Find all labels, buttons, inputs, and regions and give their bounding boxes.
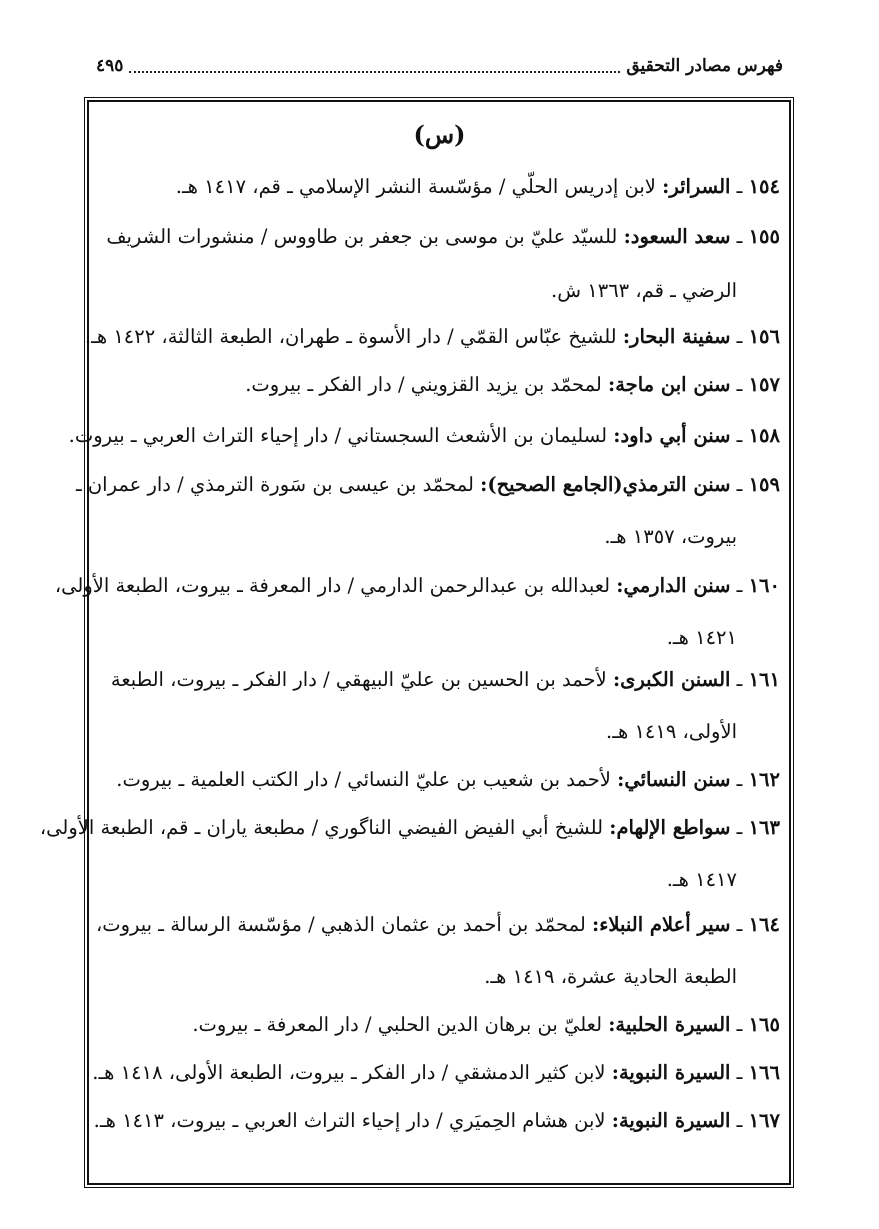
entry-number: ١٦٧ [748, 1109, 780, 1132]
bibliography-entry-163 [39, 813, 780, 895]
entry-details: لعبدالله بن عبدالرحمن الدارمي / دار المعرفة ـ بيروت، الطبعة الأولى، [54, 574, 611, 597]
bibliography-entry-164 [95, 910, 780, 992]
entry-line: ١٦٦ ـ السيرة النبوية: لابن كثير الدمشقي / دار الفكر ـ بيروت، الطبعة الأولى، ١٤١٨ هـ. [92, 1061, 780, 1084]
bibliography-entry-155 [98, 222, 780, 306]
header-dot-leader [129, 59, 620, 73]
entry-details: لمحمّد بن يزيد القزويني / دار الفكر ـ بيروت. [245, 373, 602, 396]
book-title: السرائر: [662, 175, 731, 198]
bibliography-entry-161 [98, 665, 780, 747]
entry-continuation-line: بيروت، ١٣٥٧ هـ. [604, 525, 737, 548]
entry-line: ١٦٣ ـ سواطع الإلهام: للشيخ أبي الفيض الفيضي الناگوري / مطبعة ياران ـ قم، الطبعة الأولى، [39, 816, 780, 839]
entry-line: ١٥٥ ـ سعد السعود: للسيّد عليّ بن موسى بن جعفر بن طاووس / منشورات الشريف [106, 225, 780, 248]
entry-line: ١٥٧ ـ سنن ابن ماجة: لمحمّد بن يزيد القزويني / دار الفكر ـ بيروت. [245, 373, 780, 396]
entry-continuation-line: الأولى، ١٤١٩ هـ. [606, 720, 737, 743]
bibliography-entry-167 [93, 1106, 780, 1136]
entry-details: للسيّد عليّ بن موسى بن جعفر بن طاووس / منشورات الشريف [106, 225, 618, 248]
book-title: سنن ابن ماجة: [608, 373, 731, 396]
entry-line: ١٥٦ ـ سفينة البحار: للشيخ عبّاس القمّي / دار الأسوة ـ طهران، الطبعة الثالثة، ١٤٢٢ هـ. [84, 325, 780, 348]
entry-continuation-line: ١٤٢١ هـ. [666, 626, 737, 649]
entry-line: ١٦٧ ـ السيرة النبوية: لابن هشام الحِميَري / دار إحياء التراث العربي ـ بيروت، ١٤١٣ هـ. [93, 1109, 780, 1132]
entry-number: ١٦٤ [748, 913, 780, 936]
entry-line: ١٦٤ ـ سير أعلام النبلاء: لمحمّد بن أحمد بن عثمان الذهبي / مؤسّسة الرسالة ـ بيروت، [95, 913, 780, 936]
entry-line: ١٥٨ ـ سنن أبي داود: لسليمان بن الأشعث السجستاني / دار إحياء التراث العربي ـ بيروت. [68, 424, 780, 447]
entry-line: ١٦١ ـ السنن الكبرى: لأحمد بن الحسين بن عليّ البيهقي / دار الفكر ـ بيروت، الطبعة [110, 668, 780, 691]
book-title: سنن الترمذي(الجامع الصحيح): [480, 473, 731, 496]
section-letter-heading: (س) [413, 120, 466, 149]
bibliography-entry-166 [92, 1058, 780, 1088]
entry-number: ١٥٥ [748, 225, 780, 248]
book-title: سنن الدارمي: [616, 574, 731, 597]
entry-details: للشيخ أبي الفيض الفيضي الناگوري / مطبعة ياران ـ قم، الطبعة الأولى، [39, 816, 604, 839]
entry-details: لابن هشام الحِميَري / دار إحياء التراث العربي ـ بيروت، ١٤١٣ هـ. [93, 1109, 606, 1132]
book-title: سعد السعود: [623, 225, 731, 248]
entry-number: ١٥٧ [748, 373, 780, 396]
entry-line: ١٦٥ ـ السيرة الحلبية: لعليّ بن برهان الدين الحلبي / دار المعرفة ـ بيروت. [192, 1013, 780, 1036]
header-title: فهرس مصادر التحقيق [626, 56, 783, 76]
bibliography-entry-154 [98, 172, 780, 202]
entry-details: للشيخ عبّاس القمّي / دار الأسوة ـ طهران، الطبعة الثالثة، ١٤٢٢ هـ. [84, 325, 617, 348]
entry-number: ١٥٩ [748, 473, 780, 496]
entry-number: ١٦١ [748, 668, 780, 691]
entry-details: لمحمّد بن أحمد بن عثمان الذهبي / مؤسّسة الرسالة ـ بيروت، [95, 913, 586, 936]
entry-details: لابن كثير الدمشقي / دار الفكر ـ بيروت، الطبعة الأولى، ١٤١٨ هـ. [92, 1061, 606, 1084]
book-title: سنن النسائي: [617, 768, 731, 791]
entry-number: ١٥٦ [748, 325, 780, 348]
book-title: سير أعلام النبلاء: [592, 913, 731, 936]
entry-details: لمحمّد بن عيسى بن سَورة الترمذي / دار عمران ـ [75, 473, 474, 496]
entry-continuation-line: الرضي ـ قم، ١٣٦٣ ش. [551, 279, 737, 302]
entry-number: ١٥٤ [748, 175, 780, 198]
entry-details: لعليّ بن برهان الدين الحلبي / دار المعرفة ـ بيروت. [192, 1013, 603, 1036]
bibliography-entry-158 [68, 421, 780, 451]
bibliography-entry-162 [98, 765, 780, 795]
entry-number: ١٦٢ [748, 768, 780, 791]
entry-line: ١٦٠ ـ سنن الدارمي: لعبدالله بن عبدالرحمن الدارمي / دار المعرفة ـ بيروت، الطبعة الأولى، [54, 574, 780, 597]
entry-line: ١٦٢ ـ سنن النسائي: لأحمد بن شعيب بن عليّ النسائي / دار الكتب العلمية ـ بيروت. [116, 768, 780, 791]
bibliography-entry-160 [54, 571, 780, 653]
book-title: السيرة النبوية: [611, 1109, 731, 1132]
bibliography-entry-156 [84, 322, 780, 352]
running-header [96, 54, 783, 78]
bibliography-entry-159 [75, 470, 780, 552]
entry-details: لابن إدريس الحلّي / مؤسّسة النشر الإسلامي ـ قم، ١٤١٧ هـ. [175, 175, 656, 198]
book-title: سنن أبي داود: [613, 424, 731, 447]
page-number: ٤٩٥ [96, 56, 124, 76]
entry-line: ١٥٩ ـ سنن الترمذي(الجامع الصحيح): لمحمّد بن عيسى بن سَورة الترمذي / دار عمران ـ [75, 473, 780, 496]
entry-continuation-line: الطبعة الحادية عشرة، ١٤١٩ هـ. [484, 965, 737, 988]
entry-number: ١٦٥ [748, 1013, 780, 1036]
bibliography-entry-165 [98, 1010, 780, 1040]
book-title: سفينة البحار: [622, 325, 731, 348]
book-title: السيرة النبوية: [611, 1061, 731, 1084]
entry-number: ١٦٣ [748, 816, 780, 839]
book-title: السنن الكبرى: [612, 668, 731, 691]
entry-line: ١٥٤ ـ السرائر: لابن إدريس الحلّي / مؤسّسة النشر الإسلامي ـ قم، ١٤١٧ هـ. [175, 175, 780, 198]
entry-number: ١٦٦ [748, 1061, 780, 1084]
entry-number: ١٥٨ [748, 424, 780, 447]
entry-details: لأحمد بن شعيب بن عليّ النسائي / دار الكتب العلمية ـ بيروت. [116, 768, 611, 791]
entry-details: لأحمد بن الحسين بن عليّ البيهقي / دار الفكر ـ بيروت، الطبعة [110, 668, 607, 691]
book-title: السيرة الحلبية: [608, 1013, 731, 1036]
entry-number: ١٦٠ [748, 574, 780, 597]
bibliography-entry-157 [98, 370, 780, 400]
book-title: سواطع الإلهام: [609, 816, 731, 839]
entry-continuation-line: ١٤١٧ هـ. [666, 868, 737, 891]
entry-details: لسليمان بن الأشعث السجستاني / دار إحياء التراث العربي ـ بيروت. [68, 424, 608, 447]
